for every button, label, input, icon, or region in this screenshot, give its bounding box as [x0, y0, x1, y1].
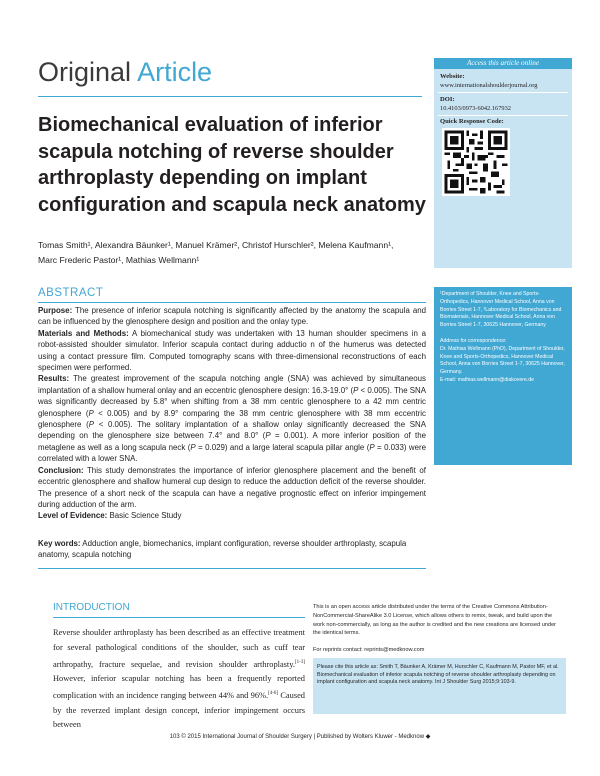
citation-ref[interactable]: [4-6] [268, 690, 279, 696]
citation-body: Smith T, Bäunker A, Krämer M, Hurschler C, Kaufmann M, Pastor MF, et al. Biomechanical evaluation of inferior scapula notching of reverse shoulder arthroplasty depending on implant configuration and scapula neck anatomy. Int J Shoulder Surg 2015;9:103-9. [317, 664, 559, 685]
access-box-divider [438, 115, 568, 116]
reprints-text: For reprints contact: reprints@medknow.com [313, 647, 425, 653]
p-value-symbol: P [353, 385, 359, 395]
abstract-conclusion [38, 465, 426, 511]
header-divider [38, 96, 422, 97]
results-text: < 0.005). The solitary implantation of a shallow onlay significantly decreased the SNA depending on the glenosphere size between 7.4° and 8.0° ( [38, 420, 426, 441]
abstract-heading: ABSTRACT [38, 287, 104, 299]
author-line-1: Tomas Smith¹, Alexandra Bäunker¹, Manuel Krämer², Christof Hurschler², Melena Kaufmann¹, [38, 240, 394, 250]
results-text: = 0.029) and a large lateral scapula pillar angle ( [195, 442, 370, 452]
qr-code-icon[interactable] [442, 128, 510, 196]
article-type-label [38, 56, 212, 88]
loe-text: Basic Science Study [107, 511, 182, 521]
intro-text: Caused by the reverzed implant design concept, inferior impingement occurs between [53, 690, 305, 730]
p-value-symbol: P [369, 442, 375, 452]
results-label: Results: [38, 374, 70, 384]
article-type-accent: Article [137, 57, 213, 87]
keywords-text: Adduction angle, biomechanics, implant configuration, reverse shoulder arthroplasty, scapula anatomy, scapula notching [38, 539, 407, 560]
paper-title: Biomechanical evaluation of inferior scapula notching of reverse shoulder arthroplasty depending on implant configuration and scapula neck anatomy [38, 114, 426, 216]
intro-text: However, inferior scapular notching has been a frequently reported complication with an incidence ranging between 44% and 96%. [53, 674, 305, 700]
p-value-symbol: P [265, 431, 271, 441]
methods-label: Materials and Methods: [38, 328, 129, 338]
results-text: The greatest improvement of the scapula notching angle (SNA) was achieved by simultaneous implantation of a shallow humeral onlay and an eccentric glenosphere design: 16.3-19.0° ( [38, 374, 426, 395]
author-list [38, 238, 428, 268]
access-box-header: Access this article online [434, 58, 572, 69]
results-text: = 0.033) were correlated with a lower SNA. [38, 442, 426, 464]
qr-label: Quick Response Code: [440, 118, 504, 125]
keywords [38, 538, 426, 561]
abstract-methods [38, 328, 426, 374]
introduction-body [53, 626, 305, 733]
author-line-2: Marc Frederic Pastor¹, Mathias Wellmann¹ [38, 255, 200, 265]
abstract-results [38, 373, 426, 464]
doi-label: DOI: [440, 96, 455, 103]
p-value-symbol: P [88, 420, 95, 430]
keywords-label: Key words: [38, 539, 81, 548]
p-value-symbol: P [88, 408, 94, 418]
citation-ref[interactable]: [1-3] [295, 659, 305, 665]
affiliation-text [440, 291, 568, 385]
correspondence-label: Address for correspondence: [440, 337, 507, 344]
conclusion-text: This study demonstrates the importance of inferior glenosphere placement and the benefit of eccentric glenosphere and shallow humeral cup design to reduce the adduction deficit of the reverse shoulder. The presence of a short neck of the scapula can have a negative prognostic effect on inferior impingement during adduction of the arm. [38, 465, 426, 509]
correspondence-email[interactable]: E-mail: mathias.wellmann@diakovere.de [440, 376, 535, 383]
citation-label: Please cite this article as: [317, 664, 378, 670]
abstract-body [38, 305, 426, 522]
page-footer: 103 © 2015 International Journal of Shoulder Surgery | Published by Wolters Kluwer - Medknow ◆ [169, 734, 431, 740]
loe-label: Level of Evidence: [38, 511, 108, 521]
license-text: This is an open access article distributed under the terms of the Creative Commons Attribution-NonCommercial-ShareAlike 3.0 License, which allows others to remix, tweak, and build upon the work non-commercially, as long as the author is credited and the new creations are licensed under the identical terms. [313, 604, 557, 637]
purpose-label: Purpose: [38, 306, 73, 315]
results-text: = 0.001). A more inferior position of the metaglene as well as a long scapula neck ( [38, 431, 426, 452]
website-link[interactable]: www.internationalshoulderjournal.org [440, 82, 538, 89]
intro-text: Reverse shoulder arthroplasty has been described as an effective treatment for several pathological conditions of the shoulder, such as cuff tear arthropathy, fracture sequelae, and revision shoulder arthroplasty. [53, 628, 305, 669]
keywords-divider [38, 568, 426, 569]
citation-text [317, 664, 562, 687]
introduction-divider [53, 617, 305, 618]
website-label: Website: [440, 73, 465, 80]
methods-text: A biomechanical study was undertaken with 13 human shoulder specimens in a robot-assisted shoulder simulator. Inferior scapula contact during adductio n of the humerus was detected using a contact pressure film. Computed tomography scans with three-dimensional reconstructions of each specimen were performed. [38, 328, 427, 373]
purpose-text: The presence of inferior scapula notching is significantly affected by the anatomy the scapula and can be influenced by the glenosphere design and position and the onlay type. [38, 306, 426, 327]
abstract-purpose [38, 305, 426, 328]
results-text: < 0.005) and by 8.9° comparing the 38 mm centric glenosphere with 38 mm eccentric glenosphere ( [38, 408, 426, 430]
access-box-divider [438, 92, 568, 93]
abstract-level-of-evidence [38, 510, 426, 521]
doi-value[interactable]: 10.4103/0973-6042.167932 [440, 105, 512, 112]
article-type-primary: Original [38, 57, 132, 87]
abstract-divider [38, 302, 426, 303]
conclusion-label: Conclusion: [38, 465, 84, 475]
results-text: < 0.005). The SNA was significantly decreased by 5.8° when shifting from a 38 mm centric glenosphere to a 42 mm centric glenosphere ( [38, 385, 427, 418]
affiliation-list: ¹Department of Shoulder, Knee and Sports-Orthopedics, Hannover Medical School, Anna von Borries Street 1-7, ²Laboratory for Biomechanics and Biomaterials, Hannover Medical School, Anna von Borries Street 1-7, 30625 Hannover, Germany [440, 291, 562, 329]
p-value-symbol: P [190, 442, 196, 452]
correspondence-address: Dr. Mathias Wellmann (PhD), Department of Shoulder, Knee and Sports-Orthopedics, Hannover Medical School, Anna von Borries Street 1-7, 30625 Hannover, Germany. [440, 345, 565, 376]
introduction-heading: INTRODUCTION [53, 602, 130, 613]
